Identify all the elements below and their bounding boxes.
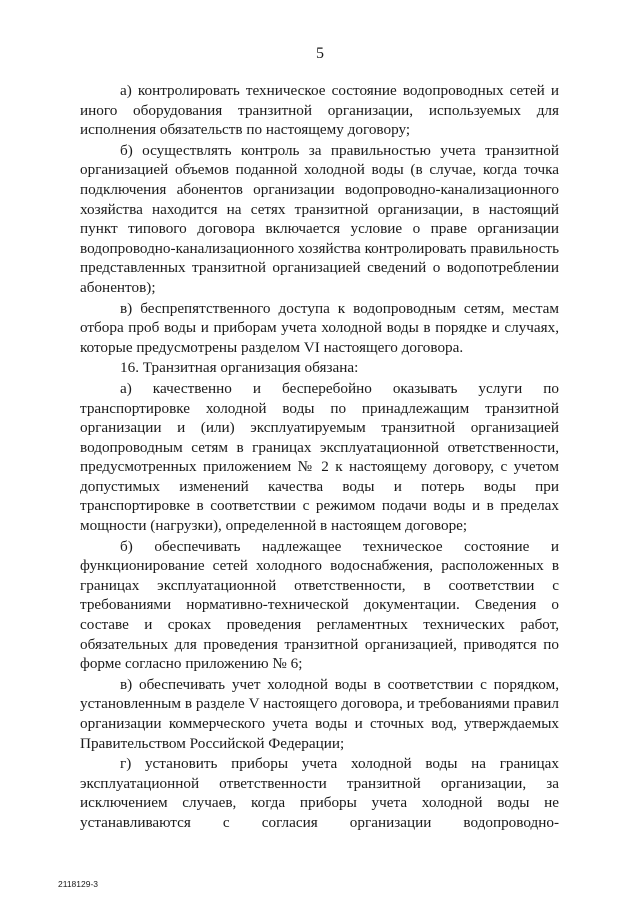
- paragraph-d-meters: г) установить приборы учета холодной воды на границах эксплуатационной ответственности транзитной организации, за исключением случаев, когда приборы учета холодной воды не устанавливаются с согласия организации водопроводно-: [80, 755, 559, 831]
- clause-16-heading: 16. Транзитная организация обязана:: [120, 359, 359, 377]
- body-text: [80, 81, 559, 833]
- paragraph-a-transport: а) качественно и бесперебойно оказывать услуги по транспортировке холодной воды по принадлежащим транзитной организации и (или) эксплуатируемым транзитной организацией водопроводным сетям в границах эксплуатационной ответственности, предусмотренных приложением № 2 к настоящему договору, с учетом допустимых изменений качества воды и потерь воды при транспортировке в соответствии с режимом подачи воды и в пределах мощности (нагрузки), определенной в настоящем договоре;: [80, 379, 559, 535]
- document-code: 2118129-3: [58, 879, 99, 889]
- paragraph-a-control: а) контролировать техническое состояние водопроводных сетей и иного оборудования транзитной организации, используемых для исполнения обязательств по настоящему договору;: [80, 82, 559, 139]
- paragraph-c-metering: в) обеспечивать учет холодной воды в соответствии с порядком, установленным в разделе V настоящего договора, и требованиями правил организации коммерческого учета воды и сточных вод, утверждаемых Правительством Российской Федерации;: [80, 675, 559, 752]
- paragraph-c-access: в) беспрепятственного доступа к водопроводным сетям, местам отбора проб воды и приборам учета холодной воды в порядке и случаях, которые предусмотрены разделом VI настоящего договора.: [80, 299, 559, 356]
- paragraph-b-maintenance: б) обеспечивать надлежащее техническое состояние и функционирование сетей холодного водоснабжения, расположенных в границах эксплуатационной ответственности, в соответствии с требованиями нормативно-технической документации. Сведения о составе и сроках проведения регламентных технических работ, обязательных для проведения транзитной организацией, приводятся по форме согласно приложению № 6;: [80, 537, 559, 673]
- page-number: 5: [316, 45, 324, 62]
- paragraph-b-monitoring: б) осуществлять контроль за правильностью учета транзитной организацией объемов поданной холодной воды (в случае, когда точка подключения абонентов организации водопроводно-канализационного хозяйства находится на сетях транзитной организации, в настоящий пункт типового договора включается условие о праве организации водопроводно-канализационного хозяйства контролировать правильность представленных транзитной организацией сведений о водопотреблении абонентов);: [80, 141, 559, 296]
